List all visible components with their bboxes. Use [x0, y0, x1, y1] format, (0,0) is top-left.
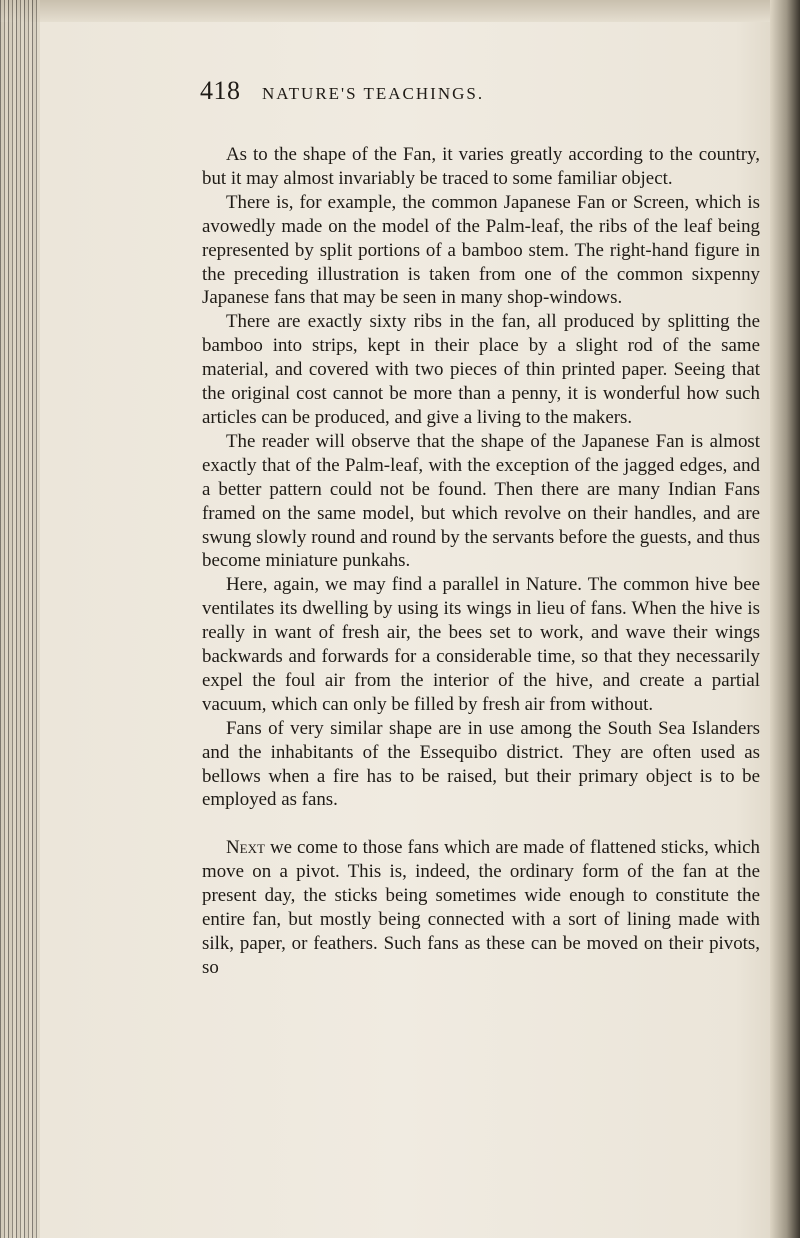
paragraph-7-lead: Next [226, 837, 265, 859]
paragraph-3: There are exactly sixty ribs in the fan, all produced by splitting the bamboo into strips, kept in their place by a slight rod of the same material, and covered with two pieces of thin printed paper. Seeing that the original cost cannot be more than a penny, it is wonderful how such articles can be produced, and give a living to the makers. [202, 311, 760, 428]
paragraph-4: The reader will observe that the shape of the Japanese Fan is almost exactly that of the Palm-leaf, with the exception of the jagged edges, and a better pattern could not be found. Then there are many Indian Fans framed on the same model, but which revolve on their handles, and are swung slowly round and round by the servants before the guests, and thus become miniature punkahs. [202, 430, 760, 572]
page-right-edge [770, 0, 800, 1238]
paragraph-2: There is, for example, the common Japanese Fan or Screen, which is avowedly made on the model of the Palm-leaf, the ribs of the leaf being represented by split portions of a bamboo stem. The right-hand figure in the preceding illustration is taken from one of the common sixpenny Japanese fans that may be seen in many shop-windows. [202, 191, 760, 309]
page-number: 418 [200, 76, 241, 105]
page-top-edge [0, 0, 800, 22]
paragraph-5: Here, again, we may find a parallel in Nature. The common hive bee ventilates its dwelling by using its wings in lieu of fans. When the hive is really in want of fresh air, the bees set to work, and wave their wings backwards and forwards for a considerable time, so that they necessarily expel the foul air from the interior of the hive, and create a partial vacuum, which can only be filled by fresh air from without. [202, 574, 760, 715]
body-text [202, 143, 760, 980]
paragraph-7 [202, 836, 760, 979]
paragraph-1: As to the shape of the Fan, it varies greatly according to the country, but it may almost invariably be traced to some familiar object. [202, 144, 760, 189]
binding-edge [0, 0, 40, 1238]
paragraph-7-text: we come to those fans which are made of flattened sticks, which move on a pivot. This is, indeed, the ordinary form of the fan at the present day, the sticks being sometimes wide enough to constitute the entire fan, but mostly being connected with a sort of lining made with silk, paper, or feathers. Such fans as these can be moved on their pivots, so [202, 837, 760, 978]
paragraph-6: Fans of very similar shape are in use among the South Sea Islanders and the inhabitants of the Essequibo district. They are often used as bellows when a fire has to be raised, but their primary object is to be employed as fans. [202, 717, 760, 811]
page-header [200, 76, 760, 126]
running-title: NATURE'S TEACHINGS. [262, 84, 485, 103]
